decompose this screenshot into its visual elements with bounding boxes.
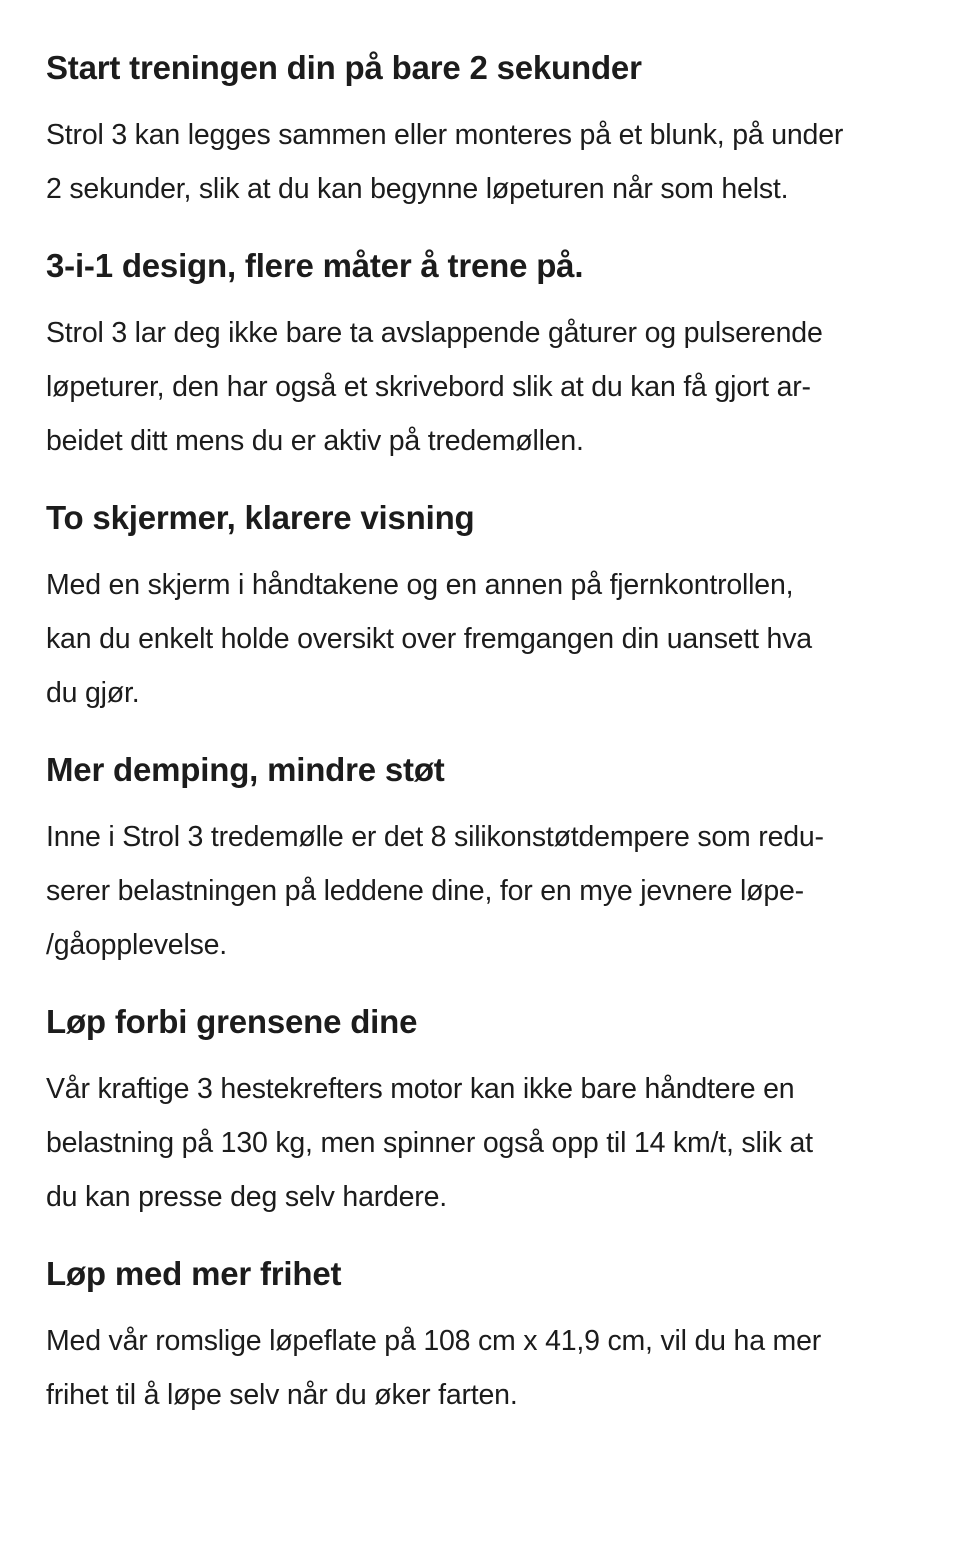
section-heading: Løp med mer frihet: [46, 1255, 342, 1292]
section-heading: To skjermer, klarere visning: [46, 499, 475, 536]
feature-section-motor: [46, 998, 914, 1224]
section-heading: 3-i-1 design, flere måter å trene på.: [46, 247, 584, 284]
body-line: Strol 3 kan legges sammen eller monteres på et blunk, på under: [46, 119, 844, 151]
body-line: Med en skjerm i håndtakene og en annen på fjernkontrollen,: [46, 569, 794, 601]
body-line: 2 sekunder, slik at du kan begynne løpeturen når som helst.: [46, 173, 789, 205]
body-line: Inne i Strol 3 tredemølle er det 8 silikonstøtdempere som redu-: [46, 821, 824, 853]
section-body: [46, 558, 914, 720]
body-line: du gjør.: [46, 677, 140, 709]
feature-section-screens: [46, 494, 914, 720]
section-body: [46, 810, 914, 972]
feature-section-fold: [46, 44, 914, 216]
section-body: [46, 306, 914, 468]
body-line: kan du enkelt holde oversikt over fremgangen din uansett hva: [46, 623, 812, 655]
feature-section-design: [46, 242, 914, 468]
body-line: løpeturer, den har også et skrivebord slik at du kan få gjort ar-: [46, 371, 811, 403]
body-line: Med vår romslige løpeflate på 108 cm x 41,9 cm, vil du ha mer: [46, 1325, 822, 1357]
section-heading: Start treningen din på bare 2 sekunder: [46, 49, 642, 86]
section-body: [46, 1062, 914, 1224]
body-line: frihet til å løpe selv når du øker farten.: [46, 1379, 518, 1411]
body-line: beidet ditt mens du er aktiv på tredemøllen.: [46, 425, 584, 457]
body-line: /gåopplevelse.: [46, 929, 228, 961]
section-body: [46, 108, 914, 216]
section-body: [46, 1314, 914, 1422]
body-line: Strol 3 lar deg ikke bare ta avslappende gåturer og pulserende: [46, 317, 823, 349]
section-heading: Løp forbi grensene dine: [46, 1003, 418, 1040]
body-line: belastning på 130 kg, men spinner også opp til 14 km/t, slik at: [46, 1127, 813, 1159]
body-line: Vår kraftige 3 hestekrefters motor kan ikke bare håndtere en: [46, 1073, 795, 1105]
body-line: du kan presse deg selv hardere.: [46, 1181, 447, 1213]
feature-section-damping: [46, 746, 914, 972]
section-heading: Mer demping, mindre støt: [46, 751, 445, 788]
feature-section-surface: [46, 1250, 914, 1422]
body-line: serer belastningen på leddene dine, for en mye jevnere løpe-: [46, 875, 804, 907]
